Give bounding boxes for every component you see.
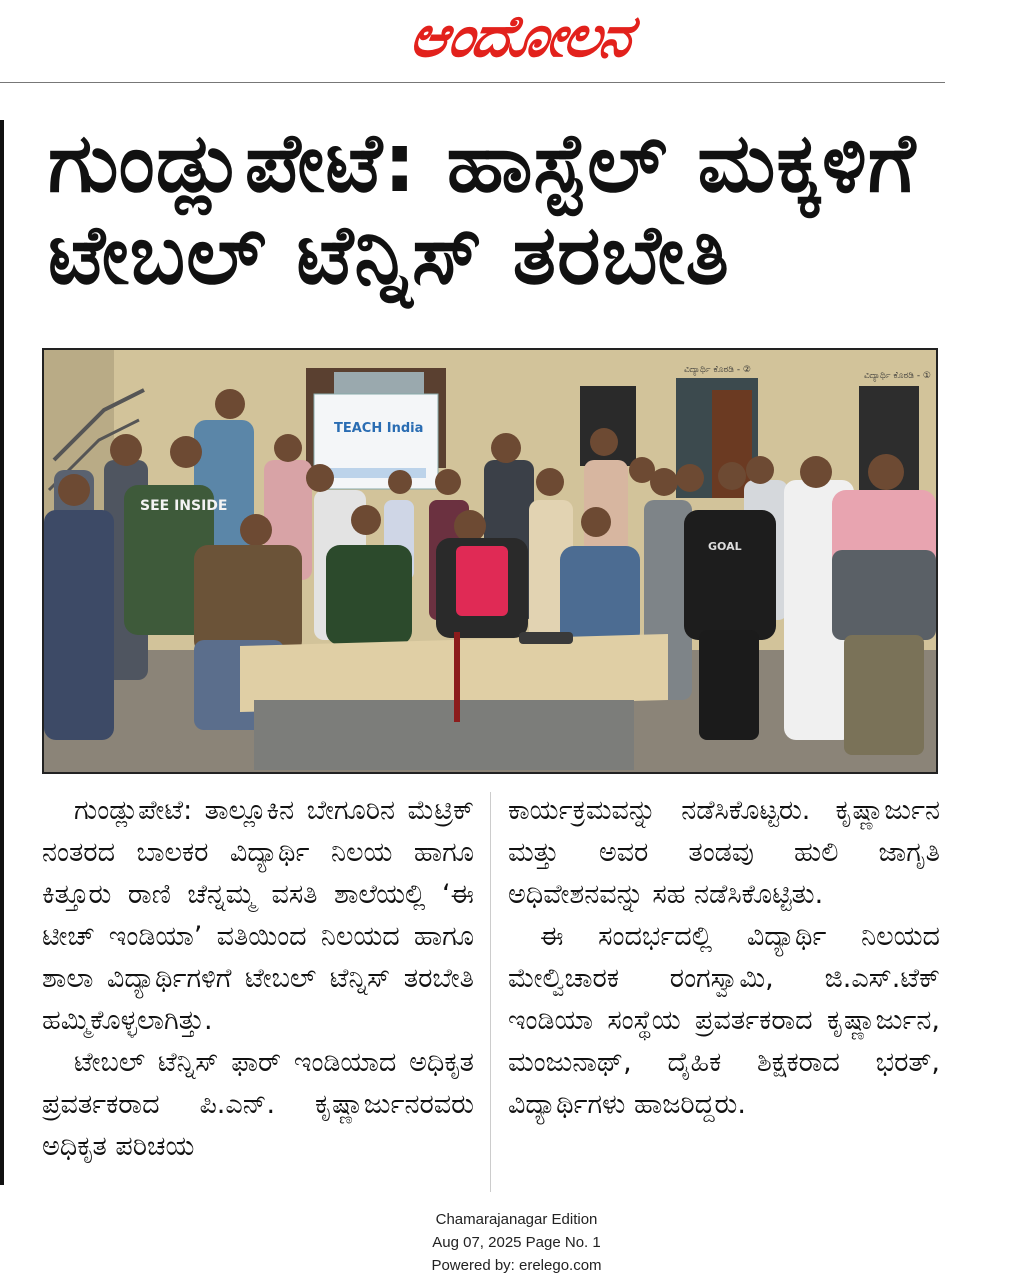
edition-label: Chamarajanagar Edition	[435, 1211, 598, 1228]
article-paragraph: ಗುಂಡ್ಲುಪೇಟೆ: ತಾಲ್ಲೂಕಿನ ಬೇಗೂರಿನ ಮೆಟ್ರಿಕ್ ನಂತರದ ಬಾಲಕರ ವಿದ್ಯಾರ್ಥಿ ನಿಲಯ ಹಾಗೂ ಕಿತ್ತೂರು ರಾಣಿ ಚೆನ್ನಮ್ಮ ವಸತಿ ಶಾಲೆಯಲ್ಲಿ ‘ಈ ಟೀಚ್ ಇಂಡಿಯಾ’ ವತಿಯಿಂದ ನಿಲಯದ ಹಾಗೂ ಶಾಲಾ ವಿದ್ಯಾರ್ಥಿಗಳಿಗೆ ಟೇಬಲ್ ಟೆನ್ನಿಸ್ ತರಬೇತಿ ಹಮ್ಮಿಕೊಳ್ಳಲಾಗಿತ್ತು.	[42, 795, 474, 1036]
classroom-sign-left: ವಿದ್ಯಾರ್ಥಿ ಕೊಠಡಿ - ②	[684, 365, 751, 375]
newspaper-logo: ಆಂದೋಲನ	[405, 2, 635, 70]
powered-by-label: Powered by: erelego.com	[431, 1257, 602, 1274]
article-paragraph: ಈ ಸಂದರ್ಭದಲ್ಲಿ ವಿದ್ಯಾರ್ಥಿ ನಿಲಯದ ಮೇಲ್ವಿಚಾರಕ ರಂಗಸ್ವಾಮಿ, ಜಿ.ಎಸ್.ಟೆಕ್ ಇಂಡಿಯಾ ಸಂಸ್ಥೆಯ ಪ್ರವರ್ತಕರಾದ ಕೃಷ್ಣಾರ್ಜುನ, ಮಂಜುನಾಥ್, ದೈಹಿಕ ಶಿಕ್ಷಕರಾದ ಭರತ್, ವಿದ್ಯಾರ್ಥಿಗಳು ಹಾಜರಿದ್ದರು.	[508, 921, 940, 1120]
shirt-print-2: GOAL	[708, 540, 742, 553]
headline-line-2: ಟೇಬಲ್ ಟೆನ್ನಿಸ್ ತರಬೇತಿ	[48, 208, 730, 303]
news-photo	[42, 348, 938, 774]
article-paragraph: ಕಾರ್ಯಕ್ರಮವನ್ನು ನಡೆಸಿಕೊಟ್ಟರು. ಕೃಷ್ಣಾರ್ಜುನ ಮತ್ತು ಅವರ ತಂಡವು ಹುಲಿ ಜಾಗೃತಿ ಅಧಿವೇಶನವನ್ನು ಸಹ ನಡೆಸಿಕೊಟ್ಟಿತು.	[508, 795, 940, 910]
column-divider	[490, 792, 491, 1192]
column-rule	[0, 120, 4, 1185]
banner-title: TEACH India	[334, 421, 424, 436]
article-paragraph: ಟೇಬಲ್ ಟೆನ್ನಿಸ್ ಫಾರ್ ಇಂಡಿಯಾದ ಅಧಿಕೃತ ಪ್ರವರ್ತಕರಾದ ಪಿ.ಎನ್. ಕೃಷ್ಣಾರ್ಜುನರವರು ಅಧಿಕೃತ ಪರಿಚಯ	[42, 1047, 474, 1162]
date-page-label: Aug 07, 2025 Page No. 1	[432, 1234, 601, 1251]
article-column-left	[42, 790, 474, 1168]
article-column-right	[508, 790, 940, 1126]
page-footer	[0, 1208, 1033, 1277]
classroom-sign-right: ವಿದ್ಯಾರ್ಥಿ ಕೊಠಡಿ - ①	[864, 371, 931, 381]
headline-line-1: ಗುಂಡ್ಲುಪೇಟೆ: ಹಾಸ್ಟೆಲ್ ಮಕ್ಕಳಿಗೆ	[48, 116, 917, 211]
headline	[48, 118, 948, 302]
masthead	[0, 0, 945, 83]
shirt-print-1: SEE INSIDE	[140, 498, 228, 514]
